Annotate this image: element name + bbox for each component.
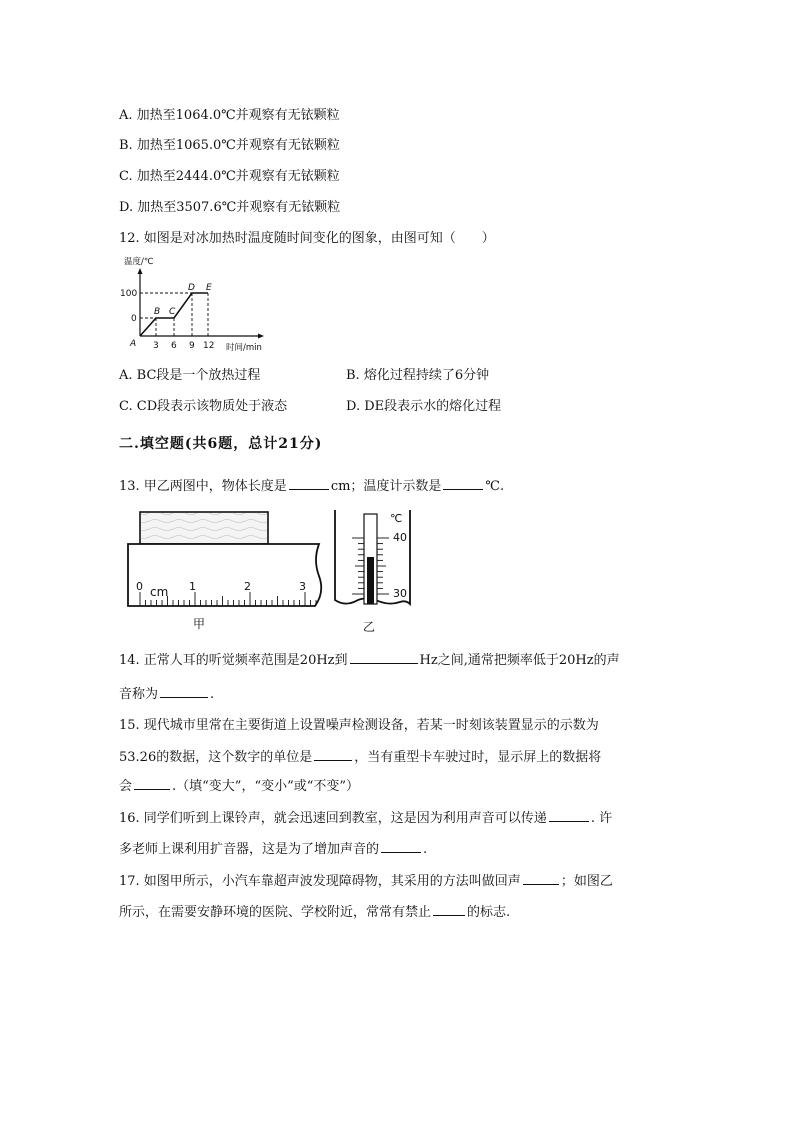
point-e-label: E (206, 283, 212, 293)
q12-option-c: C. CD段表示该物质处于液态 (119, 399, 288, 414)
q17-blank-sign (433, 903, 465, 916)
q17-line1-part1: 17. 如图甲所示，小汽车靠超声波发现障碍物，其采用的方法叫做回声 (119, 874, 521, 889)
q13-stem-part2: cm；温度计示数是 (330, 479, 442, 494)
ruler-tick-1: 1 (189, 580, 196, 593)
section-heading: 二.填空题(共6题，总计21分) (119, 436, 323, 452)
thermometer-unit: ℃ (390, 512, 403, 525)
q14-blank-upper-limit (350, 651, 418, 664)
graph-xlabel: 时间/min (226, 343, 262, 353)
q15-line3-part2: .（填“变大”，“变小”或“不变”） (172, 779, 360, 794)
ruler-figure (125, 508, 325, 610)
q11-option-b: B. 加热至1065.0℃并观察有无铱颗粒 (119, 138, 340, 153)
q14-blank-infrasound (160, 685, 208, 698)
q16-line1-part1: 16. 同学们听到上课铃声，就会迅速回到教室，这是因为利用声音可以传递 (119, 811, 547, 826)
q16-blank-information (549, 809, 589, 822)
q15-blank-change (134, 777, 170, 790)
q11-option-c: C. 加热至2444.0℃并观察有无铱颗粒 (119, 169, 340, 184)
graph-ylabel: 温度/℃ (124, 257, 154, 267)
q17-line1 (119, 870, 613, 889)
point-b-label: B (154, 307, 161, 317)
q16-line2-part1: 多老师上课利用扩音器，这是为了增加声音的 (119, 842, 380, 857)
q13-stem-part3: ℃. (485, 479, 505, 494)
q17-line2-part2: 的标志. (467, 905, 511, 920)
graph-ytick-0: 0 (131, 314, 137, 324)
thermometer-tick-40: 40 (393, 531, 407, 544)
graph-xtick-6: 6 (171, 341, 177, 351)
q17-line2 (119, 901, 510, 920)
thermometer-caption: 乙 (363, 620, 376, 634)
q17-line2-part1: 所示，在需要安静环境的医院、学校附近，常常有禁止 (119, 905, 432, 920)
ruler-unit: cm (150, 585, 169, 599)
q13-blank-temperature (443, 477, 483, 490)
q16-line1-part2: . 许 (590, 811, 613, 826)
q16-blank-loudness (381, 840, 421, 853)
q15-line1: 15. 现代城市里常在主要街道上设置噪声检测设备，若某一时刻该装置显示的示数为 (119, 718, 599, 733)
point-a-label: A (130, 339, 137, 349)
point-d-label: D (188, 283, 195, 293)
q16-line1 (119, 807, 612, 826)
ruler-tick-0: 0 (136, 580, 143, 593)
ruler-caption: 甲 (193, 617, 206, 631)
q14-line2 (119, 683, 214, 702)
q12-option-d: D. DE段表示水的熔化过程 (346, 399, 502, 414)
q14-line2-part2: . (210, 687, 215, 702)
q12-option-a: A. BC段是一个放热过程 (119, 368, 261, 383)
q15-line2-part2: ，当有重型卡车驶过时，显示屏上的数据将 (354, 750, 602, 765)
q14-line1 (119, 649, 620, 668)
thermometer-tick-30: 30 (393, 587, 407, 600)
q17-line1-part2: ；如图乙 (560, 874, 613, 889)
q11-option-a: A. 加热至1064.0℃并观察有无铱颗粒 (119, 108, 340, 123)
q15-line3 (119, 775, 359, 794)
q12-stem: 12. 如图是对冰加热时温度随时间变化的图象，由图可知（ ） (119, 231, 495, 246)
q15-line2 (119, 746, 601, 765)
q15-line3-part1: 会 (119, 779, 133, 794)
ruler-tick-2: 2 (244, 580, 251, 593)
wooden-block-grain (141, 513, 267, 543)
q14-line1-part2: Hz之间,通常把频率低于20Hz的声 (419, 653, 620, 668)
q16-line2-part2: . (423, 842, 428, 857)
q14-line1-part1: 14. 正常人耳的听觉频率范围是20Hz到 (119, 653, 348, 668)
q11-option-d: D. 加热至3507.6℃并观察有无铱颗粒 (119, 200, 341, 215)
graph-xtick-3: 3 (153, 341, 159, 351)
ruler-tick-3: 3 (299, 580, 306, 593)
q14-line2-part1: 音称为 (119, 687, 159, 702)
graph-xtick-9: 9 (189, 341, 195, 351)
graph-xtick-12: 12 (203, 341, 215, 351)
q15-blank-unit (314, 748, 352, 761)
graph-y-arrow (138, 268, 143, 274)
point-c-label: C (169, 307, 176, 317)
graph-ytick-100: 100 (120, 289, 138, 299)
q12-option-b: B. 熔化过程持续了6分钟 (346, 368, 490, 383)
temperature-time-graph (118, 254, 278, 356)
q15-line2-part1: 53.26的数据，这个数字的单位是 (119, 750, 313, 765)
q16-line2 (119, 838, 427, 857)
thermometer-figure (330, 508, 420, 612)
q13-stem-part1: 13. 甲乙两图中，物体长度是 (119, 479, 287, 494)
q13-blank-length (289, 477, 329, 490)
mercury-column (367, 557, 374, 604)
q13-stem (119, 475, 504, 494)
graph-x-arrow (258, 334, 264, 339)
q17-blank-method (523, 872, 559, 885)
